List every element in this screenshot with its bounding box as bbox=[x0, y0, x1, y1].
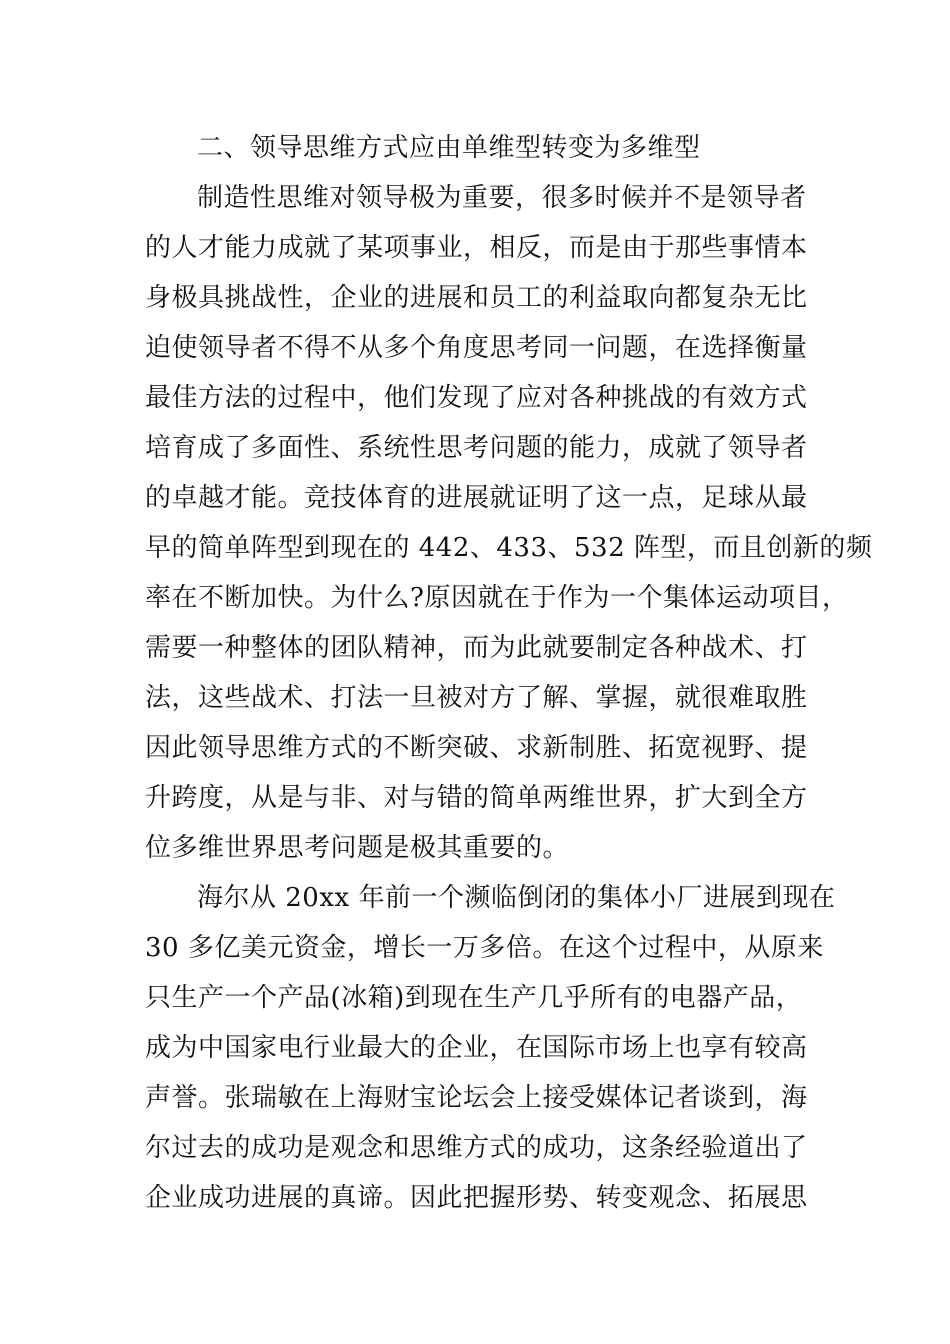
paragraph-line: 声誉。张瑞敏在上海财宝论坛会上接受媒体记者谈到，海 bbox=[145, 1083, 808, 1113]
paragraph-line: 率在不断加快。为什么?原因就在于作为一个集体运动项目， bbox=[145, 583, 849, 613]
paragraph-line: 身极具挑战性，企业的进展和员工的利益取向都复杂无比 bbox=[145, 283, 808, 313]
paragraph-line: 法，这些战术、打法一旦被对方了解、掌握，就很难取胜 bbox=[145, 683, 808, 713]
paragraph-line: 尔过去的成功是观念和思维方式的成功，这条经验道出了 bbox=[145, 1133, 808, 1163]
paragraph-line: 培育成了多面性、系统性思考问题的能力，成就了领导者 bbox=[145, 433, 808, 463]
paragraph-line: 只生产一个产品(冰箱)到现在生产几乎所有的电器产品， bbox=[145, 983, 803, 1013]
paragraph-line: 早的简单阵型到现在的 442、433、532 阵型，而且创新的频 bbox=[145, 533, 873, 563]
paragraph-line: 的卓越才能。竞技体育的进展就证明了这一点，足球从最 bbox=[145, 483, 808, 513]
paragraph-line: 最佳方法的过程中，他们发现了应对各种挑战的有效方式 bbox=[145, 383, 808, 413]
paragraph-line: 迫使领导者不得不从多个角度思考同一问题，在选择衡量 bbox=[145, 333, 808, 363]
paragraph-line: 的人才能力成就了某项事业，相反，而是由于那些事情本 bbox=[145, 233, 808, 263]
paragraph-line: 位多维世界思考问题是极其重要的。 bbox=[145, 833, 570, 863]
paragraph-line: 成为中国家电行业最大的企业，在国际市场上也享有较高 bbox=[145, 1033, 808, 1063]
paragraph-line: 因此领导思维方式的不断突破、求新制胜、拓宽视野、提 bbox=[145, 733, 808, 763]
paragraph-line: 30 多亿美元资金，增长一万多倍。在这个过程中，从原来 bbox=[145, 933, 824, 963]
section-heading: 二、领导思维方式应由单维型转变为多维型 bbox=[197, 133, 701, 163]
paragraph-line: 需要一种整体的团队精神，而为此就要制定各种战术、打 bbox=[145, 633, 808, 663]
paragraph-line: 升跨度，从是与非、对与错的简单两维世界，扩大到全方 bbox=[145, 783, 808, 813]
paragraph-line: 海尔从 20xx 年前一个濒临倒闭的集体小厂进展到现在 bbox=[197, 883, 836, 913]
paragraph-line: 企业成功进展的真谛。因此把握形势、转变观念、拓展思 bbox=[145, 1183, 808, 1213]
paragraph-line: 制造性思维对领导极为重要，很多时候并不是领导者 bbox=[197, 183, 807, 213]
